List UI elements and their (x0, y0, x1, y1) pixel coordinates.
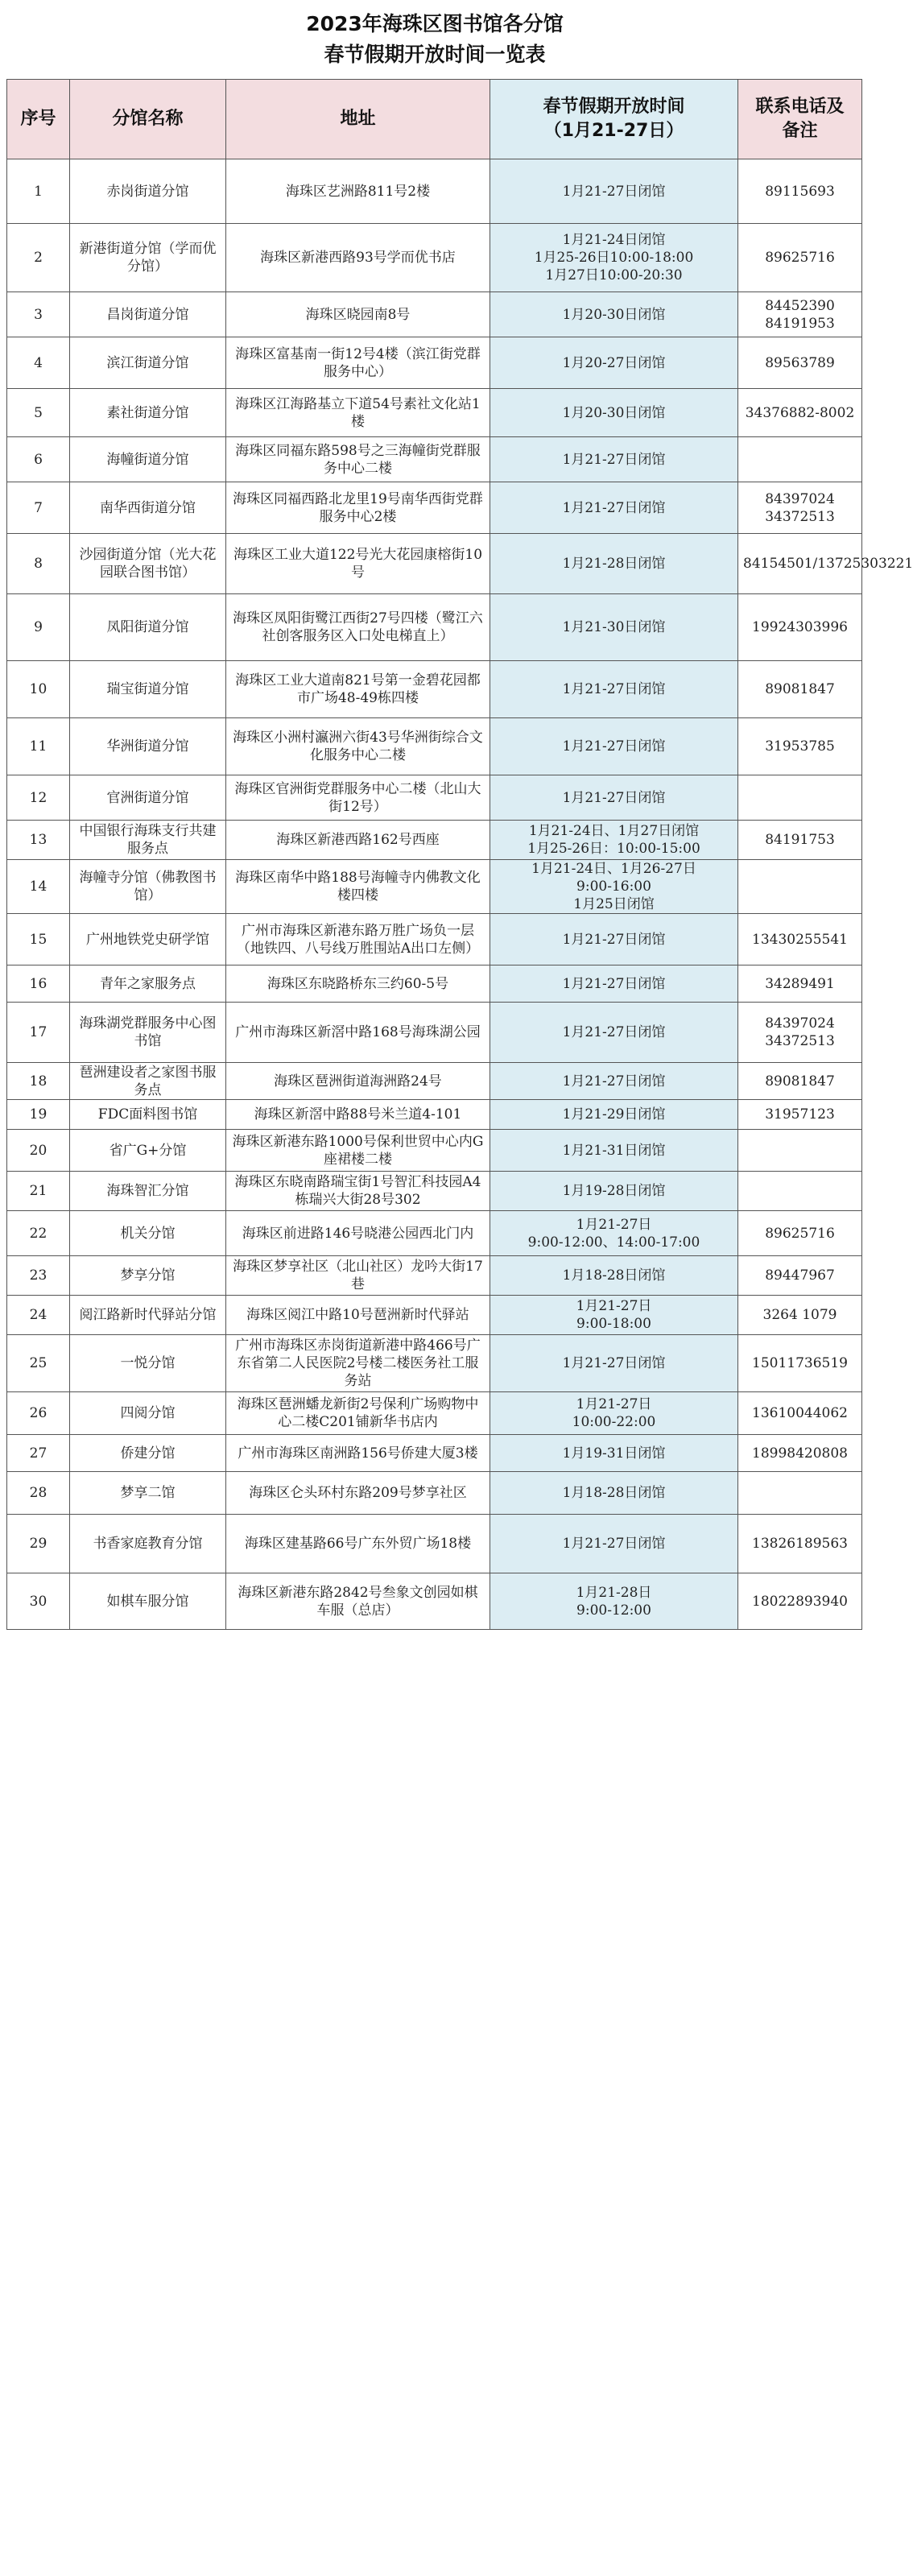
row-number: 7 (7, 482, 70, 534)
table-row (7, 661, 862, 718)
contact-phone: 84452390 84191953 (738, 292, 862, 337)
branch-address: 海珠区艺洲路811号2楼 (226, 159, 490, 224)
branch-name: 机关分馆 (70, 1211, 226, 1256)
branch-name: 青年之家服务点 (70, 965, 226, 1003)
contact-phone: 34376882-8002 (738, 389, 862, 437)
opening-hours: 1月18-28日闭馆 (490, 1472, 738, 1515)
branch-address: 海珠区同福西路北龙里19号南华西街党群服务中心2楼 (226, 482, 490, 534)
document-title (0, 0, 870, 79)
contact-phone: 84397024 34372513 (738, 1003, 862, 1063)
contact-phone: 84397024 34372513 (738, 482, 862, 534)
opening-hours: 1月21-27日闭馆 (490, 914, 738, 965)
branch-name: 赤岗街道分馆 (70, 159, 226, 224)
contact-phone: 89625716 (738, 1211, 862, 1256)
row-number: 9 (7, 594, 70, 661)
schedule-table (6, 79, 913, 1630)
contact-phone: 3264 1079 (738, 1296, 862, 1335)
row-number: 3 (7, 292, 70, 337)
opening-hours: 1月21-29日闭馆 (490, 1100, 738, 1130)
branch-name: 素社街道分馆 (70, 389, 226, 437)
contact-phone (738, 1172, 862, 1211)
table-row (7, 437, 862, 482)
table-row (7, 482, 862, 534)
branch-address: 广州市海珠区南洲路156号侨建大厦3楼 (226, 1435, 490, 1472)
branch-address: 海珠区官洲街党群服务中心二楼（北山大街12号） (226, 775, 490, 821)
opening-hours: 1月21-28日闭馆 (490, 534, 738, 594)
table-row (7, 159, 862, 224)
title-line-2: 春节假期开放时间一览表 (324, 43, 546, 66)
contact-phone: 89447967 (738, 1256, 862, 1296)
row-number: 26 (7, 1392, 70, 1435)
branch-name: 侨建分馆 (70, 1435, 226, 1472)
row-number: 10 (7, 661, 70, 718)
row-number: 4 (7, 337, 70, 389)
branch-address: 海珠区小洲村瀛洲六街43号华洲街综合文化服务中心二楼 (226, 718, 490, 775)
branch-name: 昌岗街道分馆 (70, 292, 226, 337)
table-row (7, 224, 862, 292)
opening-hours: 1月21-27日闭馆 (490, 1515, 738, 1573)
contact-phone: 15011736519 (738, 1335, 862, 1392)
table-row (7, 1256, 862, 1296)
table-row (7, 337, 862, 389)
opening-hours: 1月21-27日闭馆 (490, 775, 738, 821)
header-hours: 春节假期开放时间 （1月21-27日） (490, 80, 738, 159)
contact-phone: 89081847 (738, 1063, 862, 1100)
branch-name: 凤阳街道分馆 (70, 594, 226, 661)
opening-hours: 1月21-31日闭馆 (490, 1130, 738, 1172)
table-row (7, 534, 862, 594)
table-row (7, 1335, 862, 1392)
table-row (7, 821, 862, 860)
table-row (7, 914, 862, 965)
contact-phone (738, 1472, 862, 1515)
header-branch-name: 分馆名称 (70, 80, 226, 159)
opening-hours: 1月20-27日闭馆 (490, 337, 738, 389)
table-row (7, 292, 862, 337)
row-number: 20 (7, 1130, 70, 1172)
header-address: 地址 (226, 80, 490, 159)
branch-address: 海珠区富基南一街12号4楼（滨江街党群服务中心） (226, 337, 490, 389)
row-number: 2 (7, 224, 70, 292)
table-row (7, 775, 862, 821)
opening-hours: 1月19-28日闭馆 (490, 1172, 738, 1211)
branch-address: 海珠区琶洲蟠龙新街2号保利广场购物中心二楼C201铺新华书店内 (226, 1392, 490, 1435)
opening-hours: 1月21-27日 9:00-12:00、14:00-17:00 (490, 1211, 738, 1256)
contact-phone: 31957123 (738, 1100, 862, 1130)
opening-hours: 1月21-27日 9:00-18:00 (490, 1296, 738, 1335)
opening-hours: 1月21-24日、1月26-27日 9:00-16:00 1月25日闭馆 (490, 860, 738, 914)
contact-phone: 84154501/13725303221 (738, 534, 862, 594)
branch-name: 梦享二馆 (70, 1472, 226, 1515)
branch-address: 海珠区阅江中路10号琶洲新时代驿站 (226, 1296, 490, 1335)
contact-phone (738, 860, 862, 914)
table-row (7, 1003, 862, 1063)
branch-name: 琶洲建设者之家图书服务点 (70, 1063, 226, 1100)
branch-address: 海珠区建基路66号广东外贸广场18楼 (226, 1515, 490, 1573)
contact-phone: 19924303996 (738, 594, 862, 661)
contact-phone: 89625716 (738, 224, 862, 292)
table-row (7, 1172, 862, 1211)
table-row (7, 1063, 862, 1100)
row-number: 28 (7, 1472, 70, 1515)
branch-address: 广州市海珠区新港东路万胜广场负一层（地铁四、八号线万胜围站A出口左侧） (226, 914, 490, 965)
branch-name: 海幢寺分馆（佛教图书馆） (70, 860, 226, 914)
opening-hours: 1月21-27日闭馆 (490, 965, 738, 1003)
contact-phone: 34289491 (738, 965, 862, 1003)
branch-name: 书香家庭教育分馆 (70, 1515, 226, 1573)
row-number: 23 (7, 1256, 70, 1296)
row-number: 12 (7, 775, 70, 821)
branch-name: 沙园街道分馆（光大花园联合图书馆） (70, 534, 226, 594)
row-number: 25 (7, 1335, 70, 1392)
contact-phone (738, 1130, 862, 1172)
table-row (7, 1130, 862, 1172)
row-number: 22 (7, 1211, 70, 1256)
row-number: 14 (7, 860, 70, 914)
branch-name: 官洲街道分馆 (70, 775, 226, 821)
branch-address: 广州市海珠区赤岗街道新港中路466号广东省第二人民医院2号楼二楼医务社工服务站 (226, 1335, 490, 1392)
opening-hours: 1月21-30日闭馆 (490, 594, 738, 661)
opening-hours: 1月18-28日闭馆 (490, 1256, 738, 1296)
branch-address: 海珠区凤阳街鹭江西街27号四楼（鹭江六社创客服务区入口处电梯直上） (226, 594, 490, 661)
opening-hours: 1月21-27日 10:00-22:00 (490, 1392, 738, 1435)
branch-name: 四阅分馆 (70, 1392, 226, 1435)
row-number: 13 (7, 821, 70, 860)
table-row (7, 1296, 862, 1335)
row-number: 29 (7, 1515, 70, 1573)
opening-hours: 1月21-24日闭馆 1月25-26日10:00-18:00 1月27日10:00-20:30 (490, 224, 738, 292)
branch-name: 阅江路新时代驿站分馆 (70, 1296, 226, 1335)
row-number: 19 (7, 1100, 70, 1130)
title-line-1: 2023年海珠区图书馆各分馆 (306, 12, 564, 35)
contact-phone: 84191753 (738, 821, 862, 860)
branch-address: 海珠区新港东路1000号保利世贸中心内G座裙楼二楼 (226, 1130, 490, 1172)
table-row (7, 718, 862, 775)
branch-name: 广州地铁党史研学馆 (70, 914, 226, 965)
branch-name: 华洲街道分馆 (70, 718, 226, 775)
opening-hours: 1月21-27日闭馆 (490, 482, 738, 534)
table-row (7, 1100, 862, 1130)
table-row (7, 1211, 862, 1256)
table-row (7, 965, 862, 1003)
branch-address: 海珠区东晓路桥东三约60-5号 (226, 965, 490, 1003)
contact-phone: 89115693 (738, 159, 862, 224)
contact-phone: 18022893940 (738, 1573, 862, 1630)
opening-hours: 1月19-31日闭馆 (490, 1435, 738, 1472)
header-row (7, 80, 862, 159)
branch-name: 海珠湖党群服务中心图书馆 (70, 1003, 226, 1063)
branch-address: 海珠区仑头环村东路209号梦享社区 (226, 1472, 490, 1515)
branch-address: 海珠区工业大道122号光大花园康榕街10号 (226, 534, 490, 594)
row-number: 15 (7, 914, 70, 965)
row-number: 18 (7, 1063, 70, 1100)
branch-address: 海珠区晓园南8号 (226, 292, 490, 337)
contact-phone: 89563789 (738, 337, 862, 389)
branch-address: 海珠区江海路基立下道54号素社文化站1楼 (226, 389, 490, 437)
branch-address: 海珠区梦享社区（北山社区）龙吟大街17巷 (226, 1256, 490, 1296)
branch-address: 海珠区南华中路188号海幢寺内佛教文化楼四楼 (226, 860, 490, 914)
table-row (7, 594, 862, 661)
branch-name: 海幢街道分馆 (70, 437, 226, 482)
opening-hours: 1月21-27日闭馆 (490, 718, 738, 775)
row-number: 30 (7, 1573, 70, 1630)
branch-address: 海珠区琶洲街道海洲路24号 (226, 1063, 490, 1100)
row-number: 17 (7, 1003, 70, 1063)
header-no: 序号 (7, 80, 70, 159)
opening-hours: 1月21-27日闭馆 (490, 661, 738, 718)
contact-phone (738, 775, 862, 821)
contact-phone: 13610044062 (738, 1392, 862, 1435)
branch-address: 海珠区新港东路2842号叁象文创园如棋车服（总店） (226, 1573, 490, 1630)
contact-phone: 89081847 (738, 661, 862, 718)
row-number: 6 (7, 437, 70, 482)
table-row (7, 389, 862, 437)
contact-phone: 13826189563 (738, 1515, 862, 1573)
table-row (7, 1515, 862, 1573)
branch-address: 海珠区新滘中路88号米兰道4-101 (226, 1100, 490, 1130)
branch-name: 中国银行海珠支行共建服务点 (70, 821, 226, 860)
opening-hours: 1月21-24日、1月27日闭馆 1月25-26日：10:00-15:00 (490, 821, 738, 860)
contact-phone (738, 437, 862, 482)
branch-name: 梦享分馆 (70, 1256, 226, 1296)
header-phone: 联系电话及 备注 (738, 80, 862, 159)
branch-address: 海珠区新港西路93号学而优书店 (226, 224, 490, 292)
branch-name: 滨江街道分馆 (70, 337, 226, 389)
opening-hours: 1月21-27日闭馆 (490, 1003, 738, 1063)
branch-address: 海珠区东晓南路瑞宝街1号智汇科技园A4栋瑞兴大街28号302 (226, 1172, 490, 1211)
branch-name: 一悦分馆 (70, 1335, 226, 1392)
row-number: 8 (7, 534, 70, 594)
contact-phone: 31953785 (738, 718, 862, 775)
contact-phone: 18998420808 (738, 1435, 862, 1472)
opening-hours: 1月21-28日 9:00-12:00 (490, 1573, 738, 1630)
row-number: 24 (7, 1296, 70, 1335)
branch-address: 广州市海珠区新滘中路168号海珠湖公园 (226, 1003, 490, 1063)
opening-hours: 1月20-30日闭馆 (490, 292, 738, 337)
table-row (7, 1472, 862, 1515)
branch-address: 海珠区前进路146号晓港公园西北门内 (226, 1211, 490, 1256)
branch-address: 海珠区工业大道南821号第一金碧花园都市广场48-49栋四楼 (226, 661, 490, 718)
table-row (7, 1573, 862, 1630)
branch-name: 如棋车服分馆 (70, 1573, 226, 1630)
branch-name: 海珠智汇分馆 (70, 1172, 226, 1211)
opening-hours: 1月21-27日闭馆 (490, 437, 738, 482)
branch-name: 省广G+分馆 (70, 1130, 226, 1172)
row-number: 27 (7, 1435, 70, 1472)
branch-name: FDC面料图书馆 (70, 1100, 226, 1130)
opening-hours: 1月21-27日闭馆 (490, 1063, 738, 1100)
table-row (7, 1392, 862, 1435)
row-number: 21 (7, 1172, 70, 1211)
branch-address: 海珠区新港西路162号西座 (226, 821, 490, 860)
table-body (7, 159, 913, 1630)
table-row (7, 860, 862, 914)
row-number: 11 (7, 718, 70, 775)
opening-hours: 1月21-27日闭馆 (490, 159, 738, 224)
branch-address: 海珠区同福东路598号之三海幢街党群服务中心二楼 (226, 437, 490, 482)
row-number: 16 (7, 965, 70, 1003)
branch-name: 瑞宝街道分馆 (70, 661, 226, 718)
branch-name: 新港街道分馆（学而优分馆） (70, 224, 226, 292)
table-row (7, 1435, 862, 1472)
row-number: 1 (7, 159, 70, 224)
opening-hours: 1月20-30日闭馆 (490, 389, 738, 437)
opening-hours: 1月21-27日闭馆 (490, 1335, 738, 1392)
row-number: 5 (7, 389, 70, 437)
branch-name: 南华西街道分馆 (70, 482, 226, 534)
contact-phone: 13430255541 (738, 914, 862, 965)
